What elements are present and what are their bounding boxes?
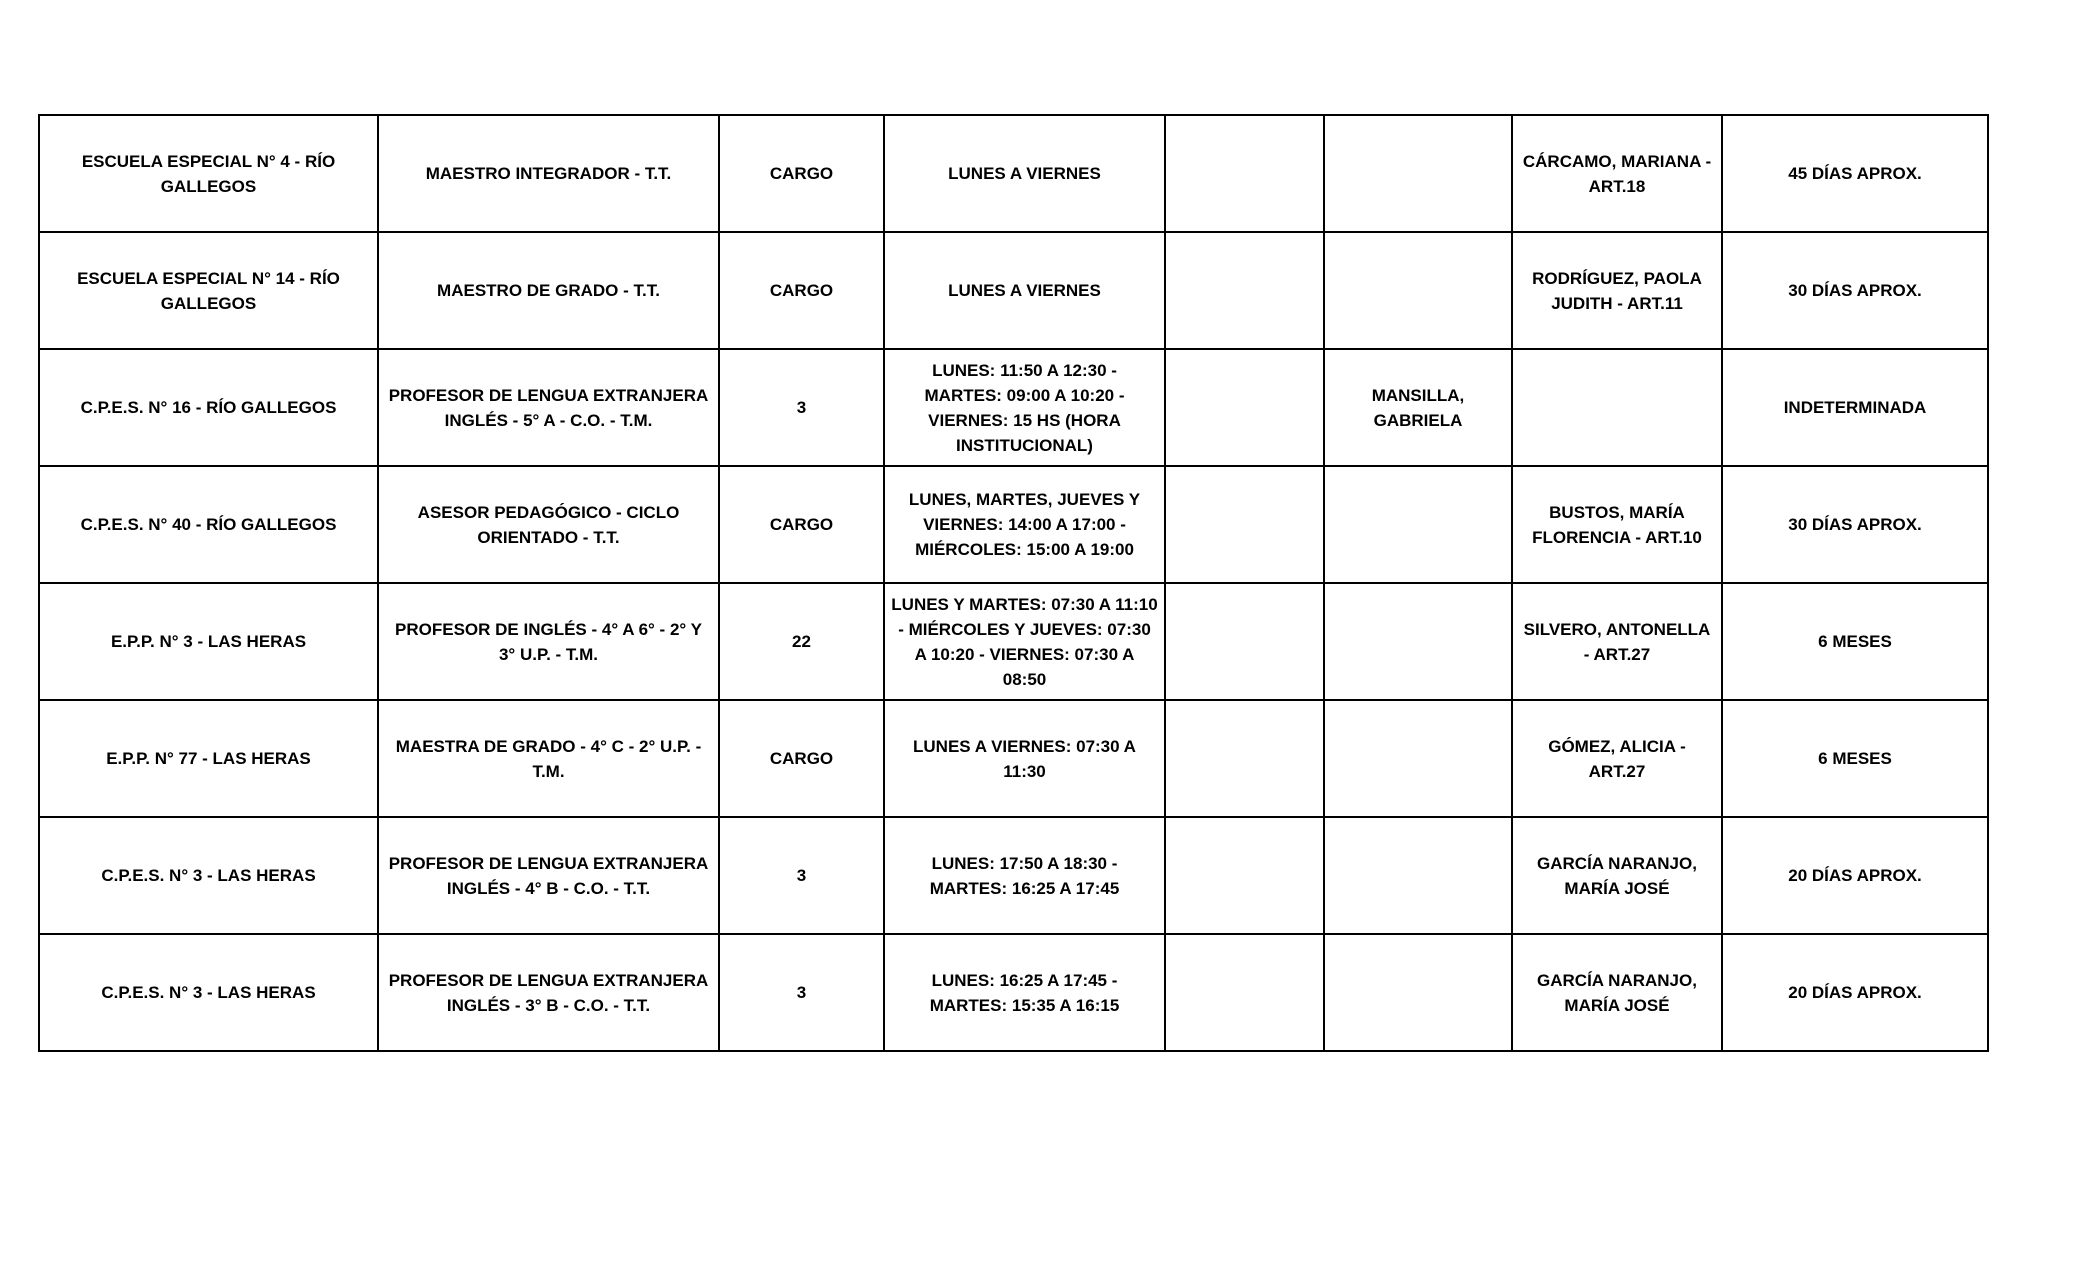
replaced-teacher-cell bbox=[1512, 349, 1722, 466]
table-row bbox=[39, 232, 1988, 349]
assigned-teacher-cell bbox=[1324, 466, 1512, 583]
empty-cell bbox=[1165, 232, 1324, 349]
duration-cell: 20 DÍAS APROX. bbox=[1722, 817, 1988, 934]
empty-cell bbox=[1165, 349, 1324, 466]
schedule-cell: LUNES A VIERNES bbox=[884, 115, 1165, 232]
duration-cell: 45 DÍAS APROX. bbox=[1722, 115, 1988, 232]
schedule-cell: LUNES: 11:50 A 12:30 - MARTES: 09:00 A 10:20 - VIERNES: 15 HS (HORA INSTITUCIONAL) bbox=[884, 349, 1165, 466]
duration-cell: 6 MESES bbox=[1722, 583, 1988, 700]
hours-cell: CARGO bbox=[719, 115, 884, 232]
hours-cell: CARGO bbox=[719, 466, 884, 583]
position-cell: MAESTRO DE GRADO - T.T. bbox=[378, 232, 719, 349]
assigned-teacher-cell bbox=[1324, 583, 1512, 700]
hours-cell: CARGO bbox=[719, 232, 884, 349]
school-cell: E.P.P. N° 77 - LAS HERAS bbox=[39, 700, 378, 817]
replaced-teacher-cell: SILVERO, ANTONELLA - ART.27 bbox=[1512, 583, 1722, 700]
assigned-teacher-cell bbox=[1324, 817, 1512, 934]
duration-cell: 30 DÍAS APROX. bbox=[1722, 466, 1988, 583]
table-row bbox=[39, 583, 1988, 700]
assigned-teacher-cell bbox=[1324, 934, 1512, 1051]
empty-cell bbox=[1165, 934, 1324, 1051]
hours-cell: 3 bbox=[719, 817, 884, 934]
empty-cell bbox=[1165, 700, 1324, 817]
duration-cell: 6 MESES bbox=[1722, 700, 1988, 817]
assigned-teacher-cell bbox=[1324, 700, 1512, 817]
schedule-cell: LUNES Y MARTES: 07:30 A 11:10 - MIÉRCOLES Y JUEVES: 07:30 A 10:20 - VIERNES: 07:30 A 08:50 bbox=[884, 583, 1165, 700]
schedule-cell: LUNES: 16:25 A 17:45 - MARTES: 15:35 A 16:15 bbox=[884, 934, 1165, 1051]
school-cell: E.P.P. N° 3 - LAS HERAS bbox=[39, 583, 378, 700]
position-cell: MAESTRO INTEGRADOR - T.T. bbox=[378, 115, 719, 232]
school-cell: ESCUELA ESPECIAL N° 4 - RÍO GALLEGOS bbox=[39, 115, 378, 232]
table-row bbox=[39, 349, 1988, 466]
empty-cell bbox=[1165, 583, 1324, 700]
position-cell: MAESTRA DE GRADO - 4° C - 2° U.P. - T.M. bbox=[378, 700, 719, 817]
empty-cell bbox=[1165, 466, 1324, 583]
position-cell: PROFESOR DE LENGUA EXTRANJERA INGLÉS - 5° A - C.O. - T.M. bbox=[378, 349, 719, 466]
replaced-teacher-cell: GARCÍA NARANJO, MARÍA JOSÉ bbox=[1512, 817, 1722, 934]
schedule-cell: LUNES A VIERNES: 07:30 A 11:30 bbox=[884, 700, 1165, 817]
table-row bbox=[39, 934, 1988, 1051]
table-body bbox=[39, 115, 1988, 1051]
assigned-teacher-cell bbox=[1324, 232, 1512, 349]
empty-cell bbox=[1165, 817, 1324, 934]
schedule-cell: LUNES A VIERNES bbox=[884, 232, 1165, 349]
table-row bbox=[39, 700, 1988, 817]
duration-cell: INDETERMINADA bbox=[1722, 349, 1988, 466]
replaced-teacher-cell: GARCÍA NARANJO, MARÍA JOSÉ bbox=[1512, 934, 1722, 1051]
hours-cell: 22 bbox=[719, 583, 884, 700]
table-row bbox=[39, 466, 1988, 583]
vacancy-table bbox=[38, 114, 1989, 1052]
empty-cell bbox=[1165, 115, 1324, 232]
school-cell: C.P.E.S. N° 16 - RÍO GALLEGOS bbox=[39, 349, 378, 466]
school-cell: ESCUELA ESPECIAL N° 14 - RÍO GALLEGOS bbox=[39, 232, 378, 349]
school-cell: C.P.E.S. N° 40 - RÍO GALLEGOS bbox=[39, 466, 378, 583]
position-cell: PROFESOR DE LENGUA EXTRANJERA INGLÉS - 3° B - C.O. - T.T. bbox=[378, 934, 719, 1051]
table-row bbox=[39, 817, 1988, 934]
assigned-teacher-cell bbox=[1324, 115, 1512, 232]
duration-cell: 20 DÍAS APROX. bbox=[1722, 934, 1988, 1051]
position-cell: ASESOR PEDAGÓGICO - CICLO ORIENTADO - T.T. bbox=[378, 466, 719, 583]
assigned-teacher-cell: MANSILLA, GABRIELA bbox=[1324, 349, 1512, 466]
hours-cell: CARGO bbox=[719, 700, 884, 817]
hours-cell: 3 bbox=[719, 349, 884, 466]
schedule-cell: LUNES: 17:50 A 18:30 - MARTES: 16:25 A 17:45 bbox=[884, 817, 1165, 934]
school-cell: C.P.E.S. N° 3 - LAS HERAS bbox=[39, 934, 378, 1051]
replaced-teacher-cell: RODRÍGUEZ, PAOLA JUDITH - ART.11 bbox=[1512, 232, 1722, 349]
duration-cell: 30 DÍAS APROX. bbox=[1722, 232, 1988, 349]
schedule-cell: LUNES, MARTES, JUEVES Y VIERNES: 14:00 A 17:00 - MIÉRCOLES: 15:00 A 19:00 bbox=[884, 466, 1165, 583]
table-row bbox=[39, 115, 1988, 232]
replaced-teacher-cell: GÓMEZ, ALICIA - ART.27 bbox=[1512, 700, 1722, 817]
school-cell: C.P.E.S. N° 3 - LAS HERAS bbox=[39, 817, 378, 934]
position-cell: PROFESOR DE INGLÉS - 4° A 6° - 2° Y 3° U.P. - T.M. bbox=[378, 583, 719, 700]
replaced-teacher-cell: CÁRCAMO, MARIANA - ART.18 bbox=[1512, 115, 1722, 232]
hours-cell: 3 bbox=[719, 934, 884, 1051]
replaced-teacher-cell: BUSTOS, MARÍA FLORENCIA - ART.10 bbox=[1512, 466, 1722, 583]
position-cell: PROFESOR DE LENGUA EXTRANJERA INGLÉS - 4° B - C.O. - T.T. bbox=[378, 817, 719, 934]
